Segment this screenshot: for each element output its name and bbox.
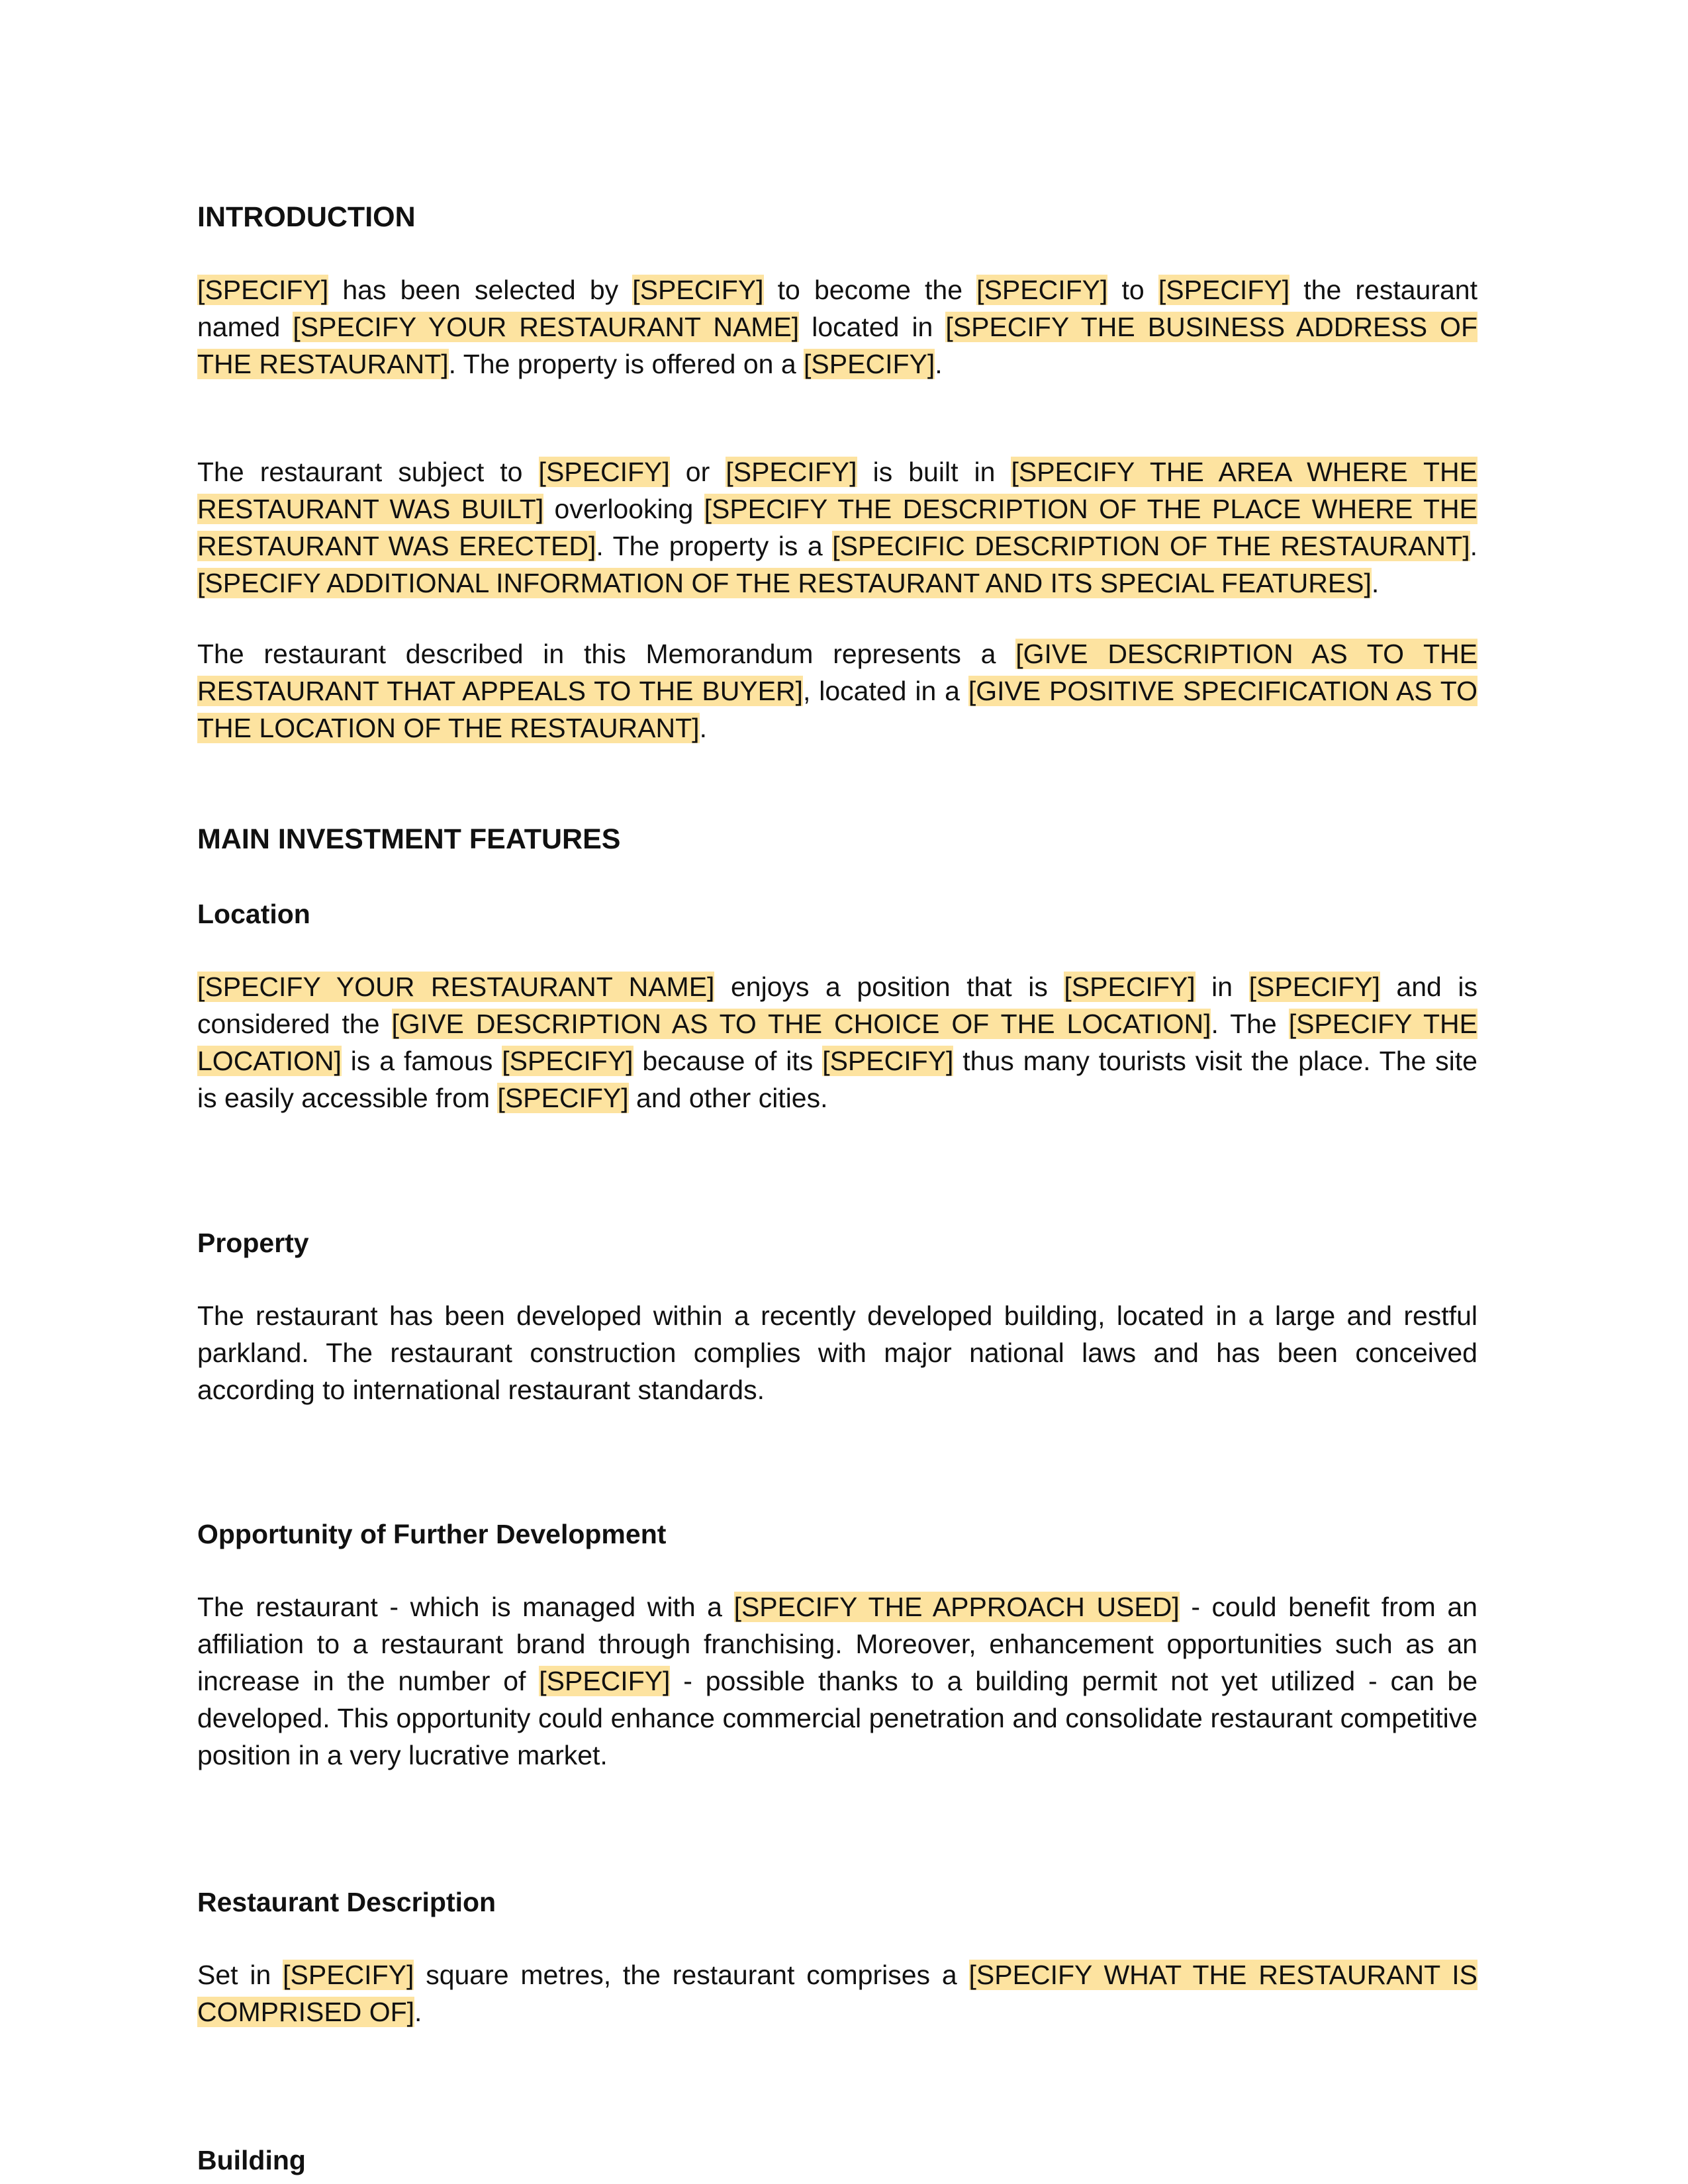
- placeholder-field: [SPECIFY]: [538, 457, 670, 487]
- body-paragraph: [197, 1588, 1477, 1774]
- subsection-heading: [197, 1224, 1477, 1261]
- text-run: .: [1371, 568, 1380, 598]
- text-run: is a famous: [341, 1046, 502, 1076]
- text-run: . The: [1211, 1009, 1289, 1039]
- body-paragraph: [197, 968, 1477, 1116]
- placeholder-field: [SPECIFY WHAT THE RESTAURANT IS COMPRISED OF]: [197, 1960, 1478, 2027]
- text-run: . The property is offered on a: [448, 349, 804, 379]
- text-run: Property: [197, 1228, 309, 1258]
- text-run: MAIN INVESTMENT FEATURES: [197, 823, 621, 855]
- body-paragraph: [197, 271, 1477, 383]
- placeholder-field: [SPECIFY]: [726, 457, 857, 487]
- placeholder-field: [SPECIFY]: [1248, 972, 1380, 1002]
- body-paragraph: [197, 1297, 1477, 1408]
- placeholder-field: [SPECIFY]: [804, 349, 935, 379]
- placeholder-field: [SPECIFY]: [822, 1046, 954, 1076]
- text-run: overlooking: [543, 494, 704, 524]
- text-run: has been selected by: [328, 275, 633, 305]
- text-run: .: [935, 349, 943, 379]
- text-run: Restaurant Description: [197, 1887, 496, 1917]
- text-run: The restaurant subject to: [197, 457, 539, 487]
- text-run: in: [1195, 972, 1249, 1002]
- subsection-heading: [197, 1884, 1477, 1921]
- text-run: enjoys a position that is: [714, 972, 1064, 1002]
- placeholder-field: [GIVE DESCRIPTION AS TO THE RESTAURANT THAT APPEALS TO THE BUYER]: [197, 639, 1477, 706]
- placeholder-field: [SPECIFY THE APPROACH USED]: [733, 1592, 1180, 1622]
- placeholder-field: [SPECIFY THE DESCRIPTION OF THE PLACE WHERE THE RESTAURANT WAS ERECTED]: [197, 494, 1477, 561]
- placeholder-field: [SPECIFY]: [632, 275, 764, 305]
- text-run: - could benefit from an affiliation to a restaurant brand through franchising. Moreover, enhancement opportunities such as an increase in the number of: [197, 1592, 1477, 1696]
- text-run: Location: [197, 899, 310, 929]
- text-run: , located in a: [803, 676, 968, 706]
- placeholder-field: [SPECIFY YOUR RESTAURANT NAME]: [293, 312, 800, 342]
- placeholder-field: [SPECIFY YOUR RESTAURANT NAME]: [197, 972, 715, 1002]
- section-heading: [197, 199, 1477, 236]
- text-run: The restaurant - which is managed with a: [197, 1592, 734, 1622]
- body-paragraph: [197, 635, 1477, 747]
- text-run: to: [1107, 275, 1158, 305]
- placeholder-field: [SPECIFY]: [502, 1046, 633, 1076]
- text-run: to become the: [763, 275, 977, 305]
- body-paragraph: [197, 453, 1477, 602]
- text-run: thus many tourists visit the place. The site is easily accessible from: [197, 1046, 1477, 1113]
- text-run: .: [699, 713, 707, 743]
- body-paragraph: [197, 1956, 1477, 2030]
- placeholder-field: [SPECIFY]: [1158, 275, 1290, 305]
- text-run: .: [1470, 531, 1478, 561]
- placeholder-field: [SPECIFY ADDITIONAL INFORMATION OF THE RESTAURANT AND ITS SPECIAL FEATURES]: [197, 568, 1372, 598]
- text-run: . The property is a: [596, 531, 833, 561]
- text-run: - possible thanks to a building permit not yet utilized - can be developed. This opportunity could enhance commercial penetration and consolidate restaurant competitive position in a very lucrative market.: [197, 1666, 1478, 1770]
- section-heading: [197, 821, 1477, 858]
- text-run: The restaurant described in this Memorandum represents a: [197, 639, 1016, 669]
- placeholder-field: [SPECIFY]: [283, 1960, 414, 1990]
- text-run: and other cities.: [628, 1083, 828, 1113]
- text-run: because of its: [633, 1046, 823, 1076]
- text-run: Set in: [197, 1960, 283, 1990]
- subsection-heading: [197, 2142, 1477, 2179]
- placeholder-field: [SPECIFY]: [539, 1666, 671, 1696]
- text-run: The restaurant has been developed within a recently developed building, located in a large and restful parkland. The restaurant construction complies with major national laws and has been conceived according to international restaurant standards.: [197, 1300, 1477, 1405]
- placeholder-field: [SPECIFY]: [497, 1083, 629, 1113]
- text-run: located in: [799, 312, 946, 342]
- text-run: .: [414, 1997, 422, 2027]
- placeholder-field: [SPECIFY THE LOCATION]: [197, 1009, 1477, 1076]
- text-run: is built in: [857, 457, 1011, 487]
- placeholder-field: [SPECIFY]: [197, 275, 329, 305]
- text-run: square metres, the restaurant comprises a: [414, 1960, 969, 1990]
- text-run: Building: [197, 2145, 306, 2175]
- placeholder-field: [GIVE DESCRIPTION AS TO THE CHOICE OF THE LOCATION]: [391, 1009, 1211, 1039]
- placeholder-field: [SPECIFY]: [976, 275, 1108, 305]
- placeholder-field: [GIVE POSITIVE SPECIFICATION AS TO THE LOCATION OF THE RESTAURANT]: [197, 676, 1477, 743]
- text-run: and is considered the: [197, 972, 1477, 1039]
- placeholder-field: [SPECIFY THE BUSINESS ADDRESS OF THE RESTAURANT]: [197, 312, 1477, 379]
- text-run: the restaurant named: [197, 275, 1478, 342]
- text-run: Opportunity of Further Development: [197, 1519, 667, 1549]
- subsection-heading: [197, 895, 1477, 933]
- subsection-heading: [197, 1516, 1477, 1553]
- placeholder-field: [SPECIFY]: [1064, 972, 1196, 1002]
- placeholder-field: [SPECIFY THE AREA WHERE THE RESTAURANT WAS BUILT]: [197, 457, 1477, 524]
- placeholder-field: [SPECIFIC DESCRIPTION OF THE RESTAURANT]: [832, 531, 1470, 561]
- text-run: or: [669, 457, 726, 487]
- text-run: INTRODUCTION: [197, 201, 416, 233]
